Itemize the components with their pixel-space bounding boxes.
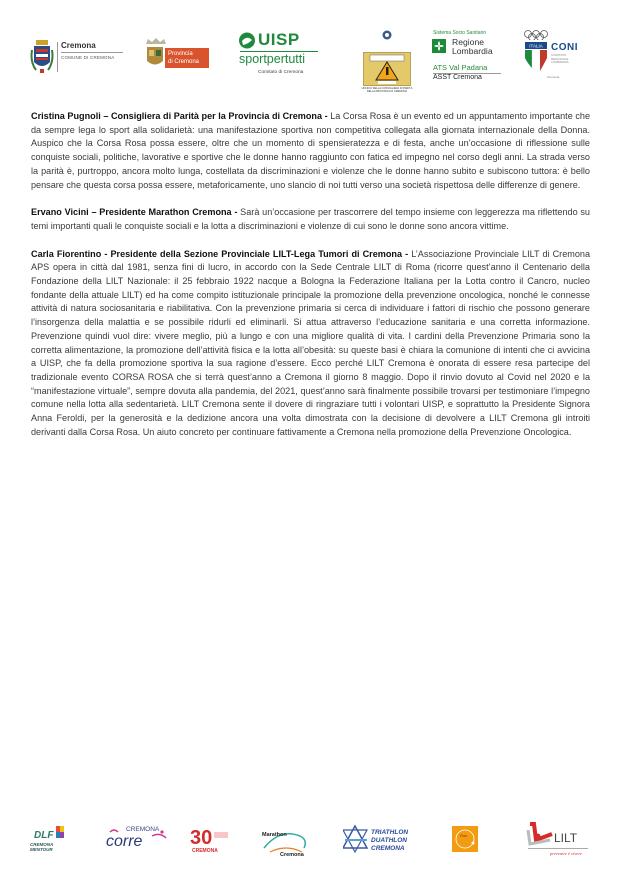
coni-city: Cremona [547,75,560,79]
triathlon-line2: DUATHLON [371,837,407,844]
trenta-main: 30 [190,827,213,849]
paragraph-fiorentino [31,248,590,440]
uisp-comitato: Comitato di Cremona [258,70,304,75]
triathlon-mark-icon [343,822,423,862]
lilt-mark-icon [524,822,594,862]
provincia-label [165,48,209,68]
triathlon-cremona-logo [343,822,423,862]
paragraph-pugnoli [31,110,590,192]
trenta-corsa-rosa-logo [190,822,230,862]
triathlon-line3: CREMONA [371,845,405,852]
regione-line1: Regione [452,37,485,47]
orange-text: Run [460,833,468,838]
regione-line2: Lombardia [452,45,493,56]
consigliera-parita-logo [360,30,420,98]
asst-cremona: ASST Cremona [433,74,482,81]
crown-icon [145,38,167,45]
provincia-shield-icon [147,47,163,68]
italia-shield-icon [525,42,547,72]
corre-top: CREMONA [126,826,160,833]
sistema-socio-sanitario: Sistema Socio Sanitario [433,30,487,36]
emblem-caption [374,41,402,44]
regione-lombardia-logo [432,30,514,86]
trenta-mark-icon [190,822,230,862]
comune-subtitle: COMUNE DI CREMONA [61,52,123,60]
dlf-title: DLF [34,830,54,841]
cremona-corre-mark-icon [104,822,170,862]
dlf-mark-icon [28,822,68,862]
comune-di-cremona-logo [30,40,130,76]
uisp-title: UISP [258,30,300,49]
speaker-name: Carla Fiorentino - Presidente della Sezione Provinciale LILT-Lega Tumori di Cremona - [31,248,409,259]
provincia-di-cremona-logo [143,38,209,72]
dlf-sub2: MENTOUR [30,847,53,852]
paragraph-text: Sarà un’occasione per trascorrere del tempo insieme con leggerezza ma riflettendo su temi importanti quali le conquiste sociali e la lotta a discriminazioni e violenze di cui sono le donne sono ancora vittime. [31,207,590,231]
coni-title: CONI [551,42,578,53]
uisp-tagline: sportpertutti [239,52,306,66]
logo-divider [57,42,58,72]
olympic-rings-icon [523,30,549,40]
dlf-sub1: CREMONA [30,842,54,847]
regione-name [452,38,493,55]
lilt-title: LILT [554,831,578,845]
lilt-tagline: prevenire è vivere [550,851,582,856]
comune-name: Cremona [61,41,96,50]
uisp-logo [238,32,322,80]
cremona-corre-logo [104,822,170,862]
paragraph-vicini [31,206,590,233]
speaker-name: Cristina Pugnoli – Consigliera di Parità per la Provincia di Cremona - [31,111,328,121]
ats-val-padana: ATS Val Padana [433,63,488,72]
coni-subtitle [551,54,569,65]
cremona-crest-icon [30,40,54,74]
marathon-mark-icon [260,822,310,862]
svg-text:ITALIA: ITALIA [529,43,543,49]
orange-run-logo [451,822,479,862]
provincia-line1: Provincia [168,51,193,57]
consigliera-sign [363,52,411,86]
lombardia-rose-icon [432,39,446,53]
marathon-line1: Marathon [262,832,287,838]
coni-sub-1: COMITATO [551,53,567,57]
dlf-logo [28,822,68,862]
orange-run-mark-icon [451,822,479,862]
speaker-name: Ervano Vicini – Presidente Marathon Cremona - [31,207,238,218]
trenta-sub: CREMONA [192,848,218,854]
uisp-runner-icon [238,32,256,49]
lilt-logo [524,822,594,862]
provincia-line2: di Cremona [168,59,200,65]
marathon-line2: Cremona [280,852,304,858]
coni-sub-3: LOMBARDIA [551,60,569,64]
coni-logo [523,30,593,88]
consigliera-caption: UFFICIO DELLA CONSIGLIERA DI PARITÀ DELLA PROVINCIA DI CREMONA [361,87,413,93]
document-body [31,110,590,453]
coni-sub-2: REGIONALE [551,56,569,61]
paragraph-text: La Corsa Rosa è un evento ed un appuntamento importante che da sempre lega lo sport alla solidarietà: una manifestazione sportiva non competitiva collegata alla giornata internazionale della Donna. Auspico che la Corsa Rosa possa essere, oltre che un momento di spensieratezza e di festa, anche un’occasione di riflessione sulle conquiste sociali, politiche, lavorative e sportive che le donne hanno raggiunto con fatica ed impegno nel corso degli anni. La strada verso la parità è, purtroppo, ancora molto lunga, costellata da discriminazioni e violenze che le donne hanno subito e subiscono tuttora: è bello pensare che questa corsa possa essere, metaforicamente, uno slancio di noi tutti verso una società rispettosa delle differenze di genere. [31,111,590,190]
paragraph-text: L’Associazione Provinciale LILT di Cremona APS opera in città dal 1981, senza fini di lucro, in accordo con la Sede Centrale LILT di Roma (ricorre quest’anno il Centenario della Fondazione della LILT Nazionale: il 25 febbraio 1922 nacque a Bologna la Federazione Italiana per la Lotta contro il Cancro, nucleo fondante della attuale LILT) ed ha come compito istituzionale principale la promozione della prevenzione oncologica, nonché le connesse attività di natura sociosanitaria e riabilitativa. Con la prevenzione primaria si cerca di individuare i fattori di rischio che possono generare l’insorgenza della malattia e se possibile ridurli ed eliminarli. Si attua attraverso l’educazione sanitaria e una corretta informazione. Prevenzione quindi vuol dire: vivere meglio, più a lungo e con una migliore qualità di vita. I cardini della Prevenzione Primaria sono la corretta alimentazione, la promozione dell’attività fisica e la lotta all’obesità: su queste basi è chiara la comunione di intenti che ci avvicina a UISP, che fa della promozione sportiva la sua ragione d’essere. Ecco perché LILT Cremona è onorata di essere resa partecipe del tradizionale evento CORSA ROSA che si terrà quest’anno a Cremona il giorno 8 maggio. Dopo il rinvio dovuto al Covid nel 2020 e la “manifestazione virtuale”, sempre dovuta alla pandemia, del 2021, quest’anno sarà finalmente possibile trovarsi per testimoniare l’impegno comune nella lotta alla sedentarietà. LILT Cremona sente il dovere di ringraziare tutti i volontari UISP, e soprattutto la Presidente Signora Anna Feroldi, per la generosità e la dedizione ancora una volta dimostrata con la decisione di devolvere a LILT Cremona gli introiti derivanti dalla Corsa Rosa. Un aiuto concreto per continuare fattivamente a Cremona nella promozione della Prevenzione Oncologica. [31,248,591,437]
republic-emblem-icon [382,30,392,40]
corre-main: corre [106,833,143,850]
warning-sign-icon [364,53,410,85]
triathlon-line1: TRIATHLON [371,829,409,836]
marathon-cremona-logo [260,822,310,862]
